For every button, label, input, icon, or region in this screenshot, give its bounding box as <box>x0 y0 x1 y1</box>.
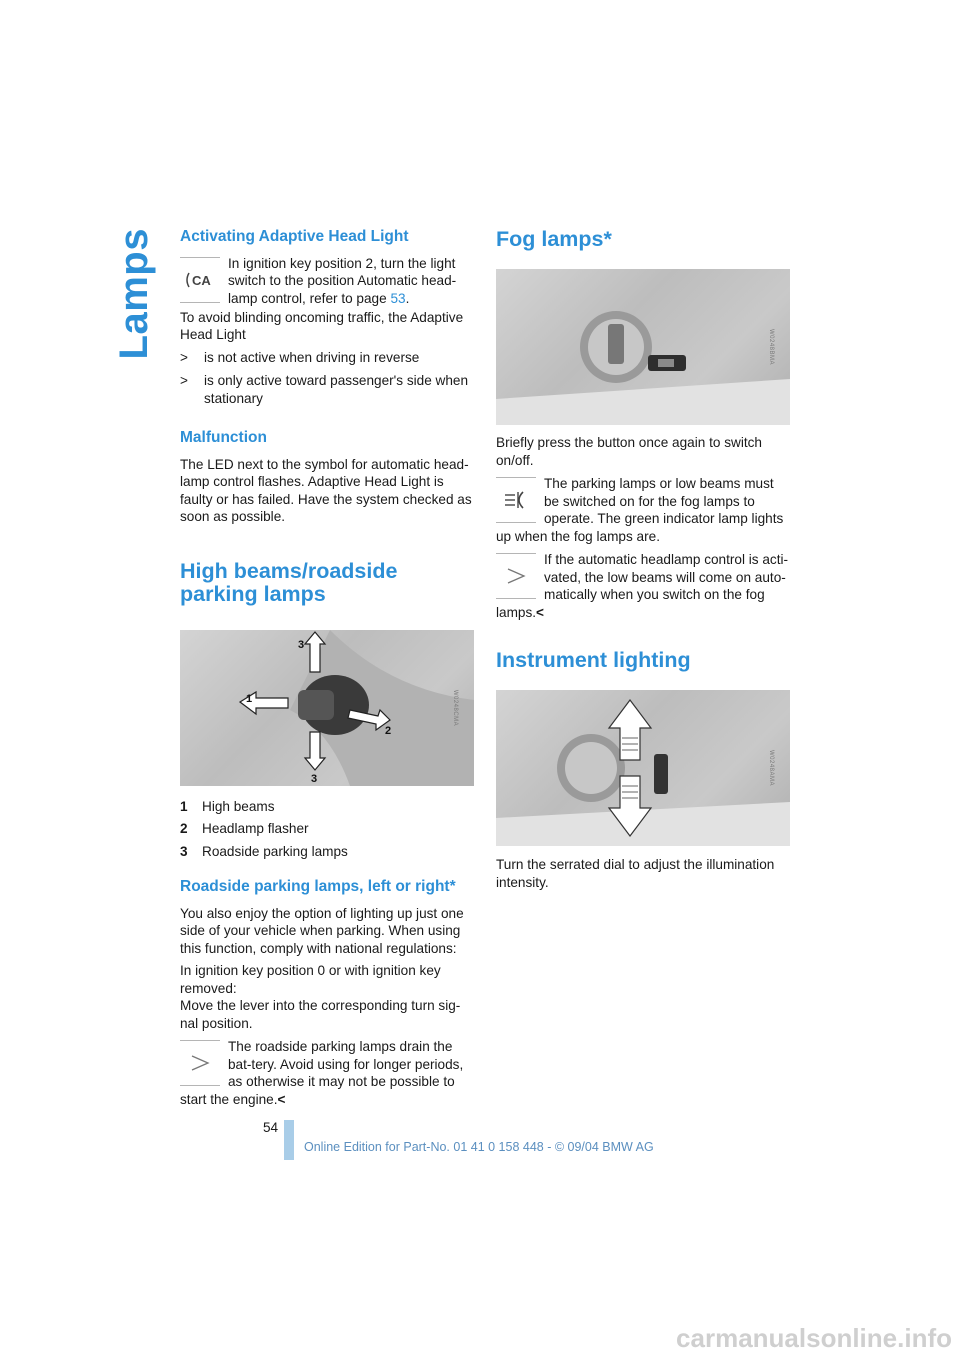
roadside-para-2a: In ignition key position 0 or with ignition key removed: <box>180 963 441 996</box>
auto-headlamp-icon <box>180 257 220 303</box>
bullet-item <box>180 349 475 367</box>
fog-lamps-figure <box>496 269 790 425</box>
page-link-53[interactable]: 53 <box>390 290 406 306</box>
malfunction-para: The LED next to the symbol for automatic head-lamp control flashes. Adaptive Head Light is faulty or has failed. Have the system checked as soon as possible. <box>180 456 472 524</box>
battery-note-text: The roadside parking lamps drain the bat-tery. Avoid using for longer periods, as otherwise it may not be possible to start the engine. <box>180 1039 464 1107</box>
dimmer-dial-illustration <box>496 690 790 846</box>
svg-text:CA: CA <box>192 272 211 288</box>
end-of-note-marker: < <box>536 604 544 620</box>
fog-para: Briefly press the button once again to switch on/off. <box>496 435 762 468</box>
figure-code: W0248BMA <box>767 328 774 366</box>
legend-text: Roadside parking lamps <box>202 843 348 859</box>
heading-instrument-lighting: Instrument lighting <box>496 648 691 672</box>
high-beams-legend <box>180 798 475 861</box>
heading-high-beams: High beams/roadside parking lamps <box>180 558 398 606</box>
footer-edition: Online Edition for Part-No. 01 41 0 158 448 - © 09/04 BMW AG <box>304 1140 654 1154</box>
svg-text:3: 3 <box>298 638 305 651</box>
legend-item <box>180 820 475 838</box>
legend-text: Headlamp flasher <box>202 821 309 836</box>
adaptive-note-text: In ignition key position 2, turn the light switch to the position Automatic head-lamp control, refer to page <box>228 255 457 306</box>
note-adaptive <box>180 255 475 309</box>
heading-roadside-parking: Roadside parking lamps, left or right* <box>180 878 456 895</box>
watermark: carmanualsonline.info <box>676 1323 952 1353</box>
svg-text:1: 1 <box>246 692 253 705</box>
legend-number: 1 <box>180 798 188 814</box>
bullet-text: is not active when driving in reverse <box>204 349 420 365</box>
footer-accent-bar <box>284 1120 294 1160</box>
bullet-item <box>180 372 475 407</box>
page-number: 54 <box>263 1120 279 1135</box>
bullet-text: is only active toward passenger's side when stationary <box>204 373 469 406</box>
roadside-para-2b: Move the lever into the corresponding turn sig-nal position. <box>180 998 461 1031</box>
right-column <box>496 228 791 896</box>
caution-triangle-icon <box>180 1040 220 1086</box>
heading-malfunction: Malfunction <box>180 429 267 446</box>
note-auto-headlamp <box>496 551 791 621</box>
adaptive-para: To avoid blinding oncoming traffic, the Adaptive Head Light <box>180 309 464 342</box>
left-column <box>180 228 475 1113</box>
note-fog-lamps <box>496 475 791 545</box>
instrument-lighting-figure <box>496 690 790 846</box>
light-switch-illustration <box>496 269 790 425</box>
legend-item <box>180 843 475 861</box>
svg-text:3: 3 <box>311 772 318 785</box>
heading-fog-lamps: Fog lamps* <box>496 227 612 251</box>
legend-item <box>180 798 475 816</box>
fog-note-2: If the automatic headlamp control is acti-vated, the low beams will come on auto-matically when you switch on the fog lamps. <box>496 552 789 620</box>
bullet-marker: > <box>180 349 188 365</box>
legend-number: 2 <box>180 821 188 836</box>
legend-text: High beams <box>202 798 275 814</box>
figure-code: W0248CMA <box>451 689 458 726</box>
fog-note-1: The parking lamps or low beams must be switched on for the fog lamps to operate. The green indicator lamp lights up when the fog lamps are. <box>496 476 784 544</box>
chapter-tab: Lamps <box>112 228 156 360</box>
legend-number: 3 <box>180 843 188 859</box>
heading-adaptive-head-light: Activating Adaptive Head Light <box>180 228 409 245</box>
bullet-marker: > <box>180 373 188 388</box>
instrument-para: Turn the serrated dial to adjust the illumination intensity. <box>496 857 775 890</box>
roadside-para-1: You also enjoy the option of lighting up just one side of your vehicle when parking. When using this function, comply with national regulations: <box>180 905 464 956</box>
high-beams-figure <box>180 630 474 786</box>
caution-triangle-icon <box>496 553 536 599</box>
figure-code: W0248AMA <box>767 749 774 787</box>
svg-text:2: 2 <box>385 724 392 737</box>
turn-signal-lever-illustration <box>180 630 474 786</box>
end-of-note-marker: < <box>277 1091 286 1107</box>
fog-lamp-icon <box>496 477 536 523</box>
adaptive-note-end: . <box>405 290 410 306</box>
note-battery <box>180 1038 475 1108</box>
